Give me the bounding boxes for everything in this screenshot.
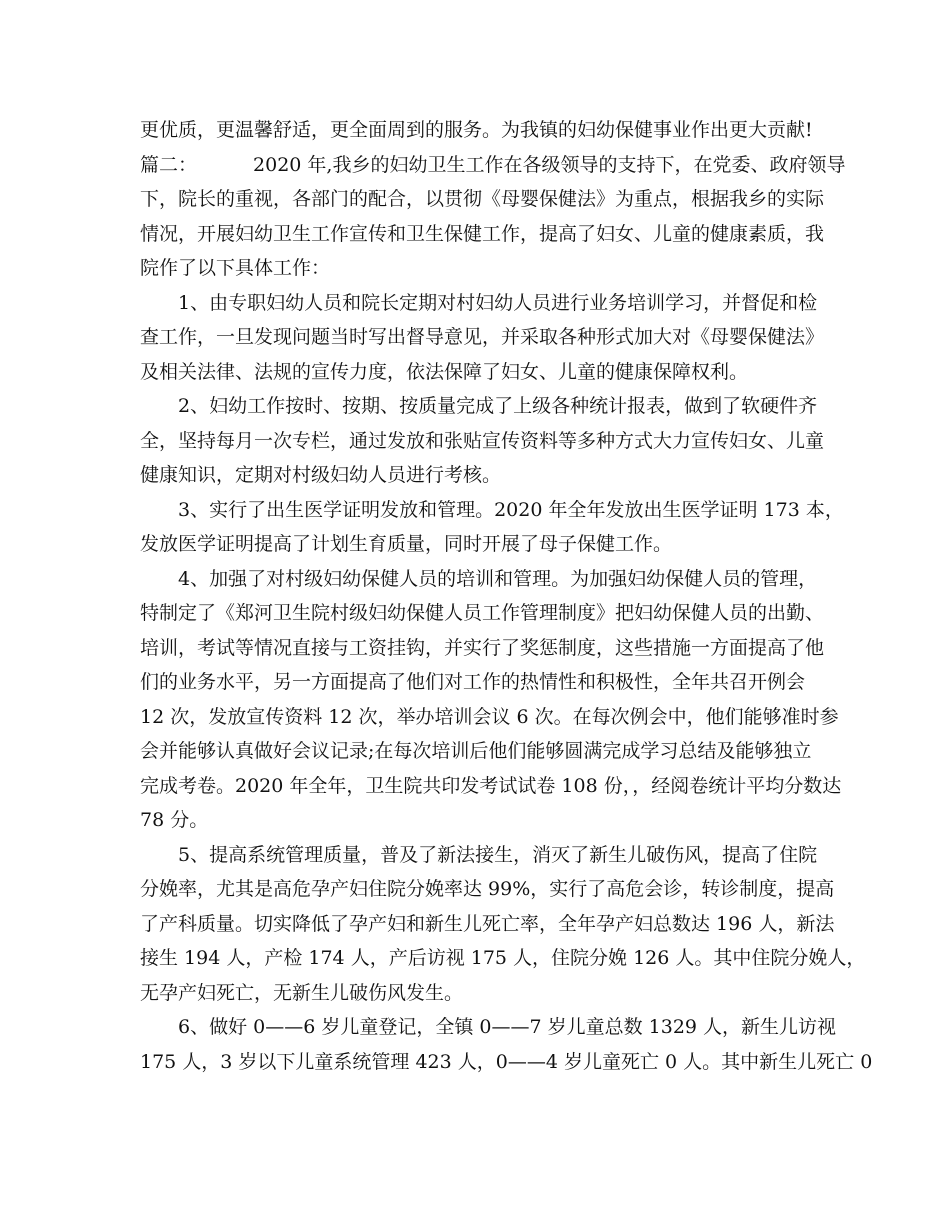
text-line: 发放医学证明提高了计划生育质量，同时开展了母子保健工作。 bbox=[140, 533, 673, 555]
section-intro: 2020 年,我乡的妇幼卫生工作在各级领导的支持下，在党委、政府领导 bbox=[253, 153, 846, 176]
text-line: 分娩率，尤其是高危孕产妇住院分娩率达 99%，实行了高危会诊，转诊制度，提高 bbox=[140, 878, 835, 900]
text-line: 特制定了《郑河卫生院村级妇幼保健人员工作管理制度》把妇幼保健人员的出勤、 bbox=[140, 602, 825, 624]
text-line: 培训，考试等情况直接与工资挂钩，并实行了奖惩制度，这些措施一方面提高了他 bbox=[140, 636, 825, 659]
text-line: 健康知识，定期对村级妇幼人员进行考核。 bbox=[140, 464, 502, 486]
text-line: 175 人，3 岁以下儿童系统管理 423 人，0——4 岁儿童死亡 0 人。其中新生儿死亡 0 bbox=[140, 1050, 873, 1073]
text-line: 了产科质量。切实降低了孕产妇和新生儿死亡率，全年孕产妇总数达 196 人，新法 bbox=[140, 912, 835, 935]
paragraph-3-start: 3、实行了出生医学证明发放和管理。2020 年全年发放出生医学证明 173 本， bbox=[178, 498, 844, 521]
text-line: 院作了以下具体工作： bbox=[140, 257, 331, 279]
text-line: 及相关法律、法规的宣传力度，依法保障了妇女、儿童的健康保障权利。 bbox=[140, 360, 749, 383]
document-body bbox=[140, 113, 873, 1079]
text-line: 查工作，一旦发现问题当时写出督导意见，并采取各种形式加大对《母婴保健法》 bbox=[140, 326, 825, 348]
paragraph-6-start: 6、做好 0——6 岁儿童登记，全镇 0——7 岁儿童总数 1329 人，新生儿访视 bbox=[178, 1016, 837, 1038]
text-line: 12 次，发放宣传资料 12 次，举办培训会议 6 次。在每次例会中，他们能够准时参 bbox=[140, 705, 839, 728]
section-label: 篇二： bbox=[140, 153, 198, 176]
text-line: 情况，开展妇幼卫生工作宣传和卫生保健工作，提高了妇女、儿童的健康素质，我 bbox=[140, 222, 825, 245]
paragraph-1-start: 1、由专职妇幼人员和院长定期对村妇幼人员进行业务培训学习，并督促和检 bbox=[178, 291, 818, 314]
text-line: 全，坚持每月一次专栏，通过发放和张贴宣传资料等多种方式大力宣传妇女、儿童 bbox=[140, 429, 825, 452]
paragraph-5-start: 5、提高系统管理质量，普及了新法接生，消灭了新生儿破伤风，提高了住院 bbox=[178, 843, 818, 866]
text-line: 完成考卷。2020 年全年，卫生院共印发考试试卷 108 份，，经阅卷统计平均分数达 bbox=[140, 774, 842, 797]
text-line: 78 分。 bbox=[140, 809, 209, 831]
text-line: 无孕产妇死亡，无新生儿破伤风发生。 bbox=[140, 981, 464, 1004]
text-line: 会并能够认真做好会议记录;在每次培训后他们能够圆满完成学习总结及能够独立 bbox=[140, 740, 812, 762]
text-line: 更优质，更温馨舒适，更全面周到的服务。为我镇的妇幼保健事业作出更大贡献! bbox=[140, 119, 813, 141]
paragraph-2-start: 2、妇幼工作按时、按期、按质量完成了上级各种统计报表，做到了软硬件齐 bbox=[178, 395, 818, 417]
text-line: 下，院长的重视，各部门的配合，以贯彻《母婴保健法》为重点，根据我乡的实际 bbox=[140, 188, 825, 210]
text-line-section-heading bbox=[140, 148, 846, 183]
text-line: 们的业务水平，另一方面提高了他们对工作的热情性和积极性，全年共召开例会 bbox=[140, 671, 806, 693]
paragraph-4-start: 4、加强了对村级妇幼保健人员的培训和管理。为加强妇幼保健人员的管理， bbox=[178, 567, 818, 590]
text-line: 接生 194 人，产检 174 人，产后访视 175 人，住院分娩 126 人。其中住院分娩人， bbox=[140, 947, 866, 969]
